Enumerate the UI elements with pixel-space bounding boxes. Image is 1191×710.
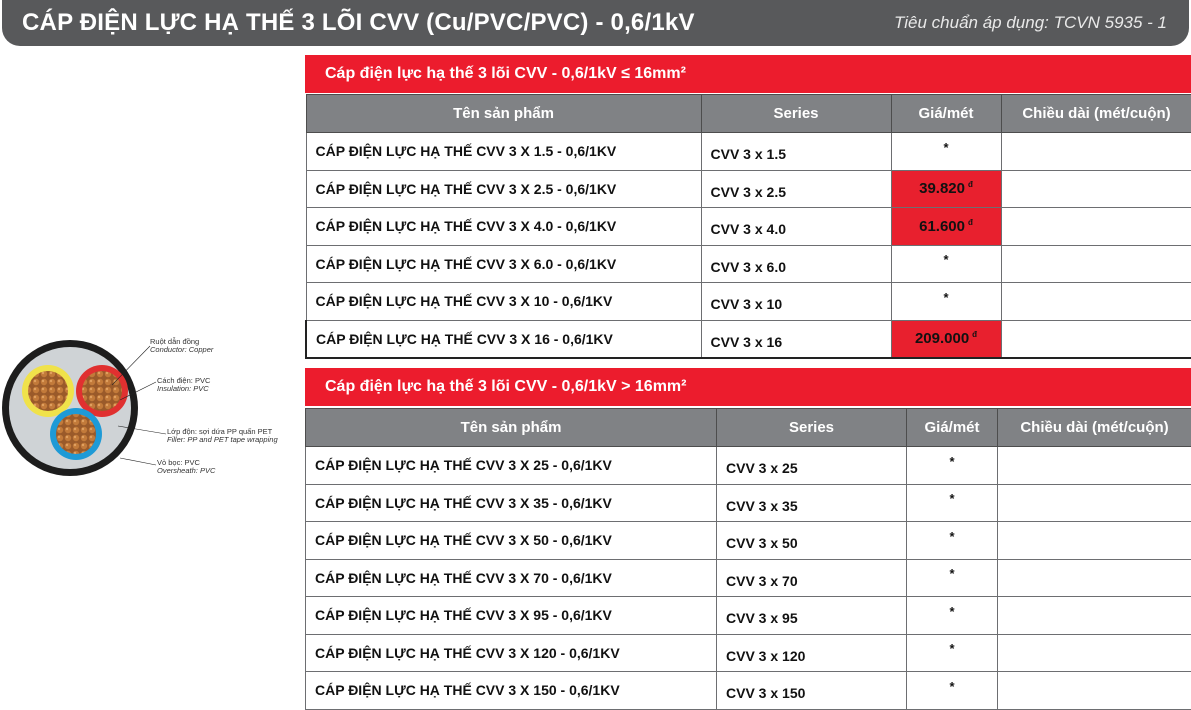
product-series: CVV 3 x 2.5 — [701, 170, 891, 208]
product-price-highlighted — [891, 170, 1001, 208]
product-length — [1001, 133, 1191, 171]
product-series: CVV 3 x 1.5 — [701, 133, 891, 171]
table-row — [306, 597, 1191, 635]
product-length — [1001, 283, 1191, 321]
product-price: * — [891, 245, 1001, 283]
currency-symbol: đ — [968, 217, 973, 227]
price-table-up-to-16mm2 — [305, 94, 1191, 359]
product-series: CVV 3 x 150 — [717, 672, 907, 710]
table-row — [306, 283, 1191, 321]
product-length — [998, 447, 1191, 485]
product-length — [1001, 320, 1191, 358]
product-price-highlighted — [891, 208, 1001, 246]
oversheath-label-vi: Vỏ bọc: PVC — [157, 458, 200, 467]
product-length — [1001, 208, 1191, 246]
conductor-label-vi: Ruột dẫn đồng — [150, 337, 200, 346]
product-series: CVV 3 x 4.0 — [701, 208, 891, 246]
section-2-title: Cáp điện lực hạ thế 3 lõi CVV - 0,6/1kV > 16mm² — [305, 368, 1191, 406]
product-name: CÁP ĐIỆN LỰC HẠ THẾ CVV 3 X 150 - 0,6/1KV — [306, 672, 717, 710]
product-length — [1001, 170, 1191, 208]
column-header-length: Chiều dài (mét/cuộn) — [1001, 95, 1191, 133]
product-price: * — [907, 634, 998, 672]
table-row — [306, 634, 1191, 672]
product-price-highlighted — [891, 320, 1001, 358]
filler-label-en: Filler: PP and PET tape wrapping — [167, 435, 278, 444]
conductor-label-en: Conductor: Copper — [150, 345, 214, 354]
product-series: CVV 3 x 25 — [717, 447, 907, 485]
table-row — [306, 245, 1191, 283]
product-name: CÁP ĐIỆN LỰC HẠ THẾ CVV 3 X 10 - 0,6/1KV — [306, 283, 701, 321]
product-name: CÁP ĐIỆN LỰC HẠ THẾ CVV 3 X 6.0 - 0,6/1KV — [306, 245, 701, 283]
table-row — [306, 484, 1191, 522]
column-header-series: Series — [717, 409, 907, 447]
product-price: * — [907, 672, 998, 710]
product-name: CÁP ĐIỆN LỰC HẠ THẾ CVV 3 X 70 - 0,6/1KV — [306, 559, 717, 597]
product-price: * — [891, 133, 1001, 171]
table-row — [306, 133, 1191, 171]
oversheath-label — [157, 459, 215, 475]
table-row — [306, 522, 1191, 560]
insulation-label-en: Insulation: PVC — [157, 384, 209, 393]
product-price: * — [907, 559, 998, 597]
table-header-row — [306, 409, 1191, 447]
cable-cross-section-diagram — [0, 330, 300, 490]
insulation-label-vi: Cách điện: PVC — [157, 376, 211, 385]
section-1-title: Cáp điện lực hạ thế 3 lõi CVV - 0,6/1kV ≤ 16mm² — [305, 55, 1191, 93]
table-row — [306, 559, 1191, 597]
product-price: * — [907, 484, 998, 522]
price-value: 209.000 — [914, 330, 970, 347]
product-length — [998, 634, 1191, 672]
product-series: CVV 3 x 95 — [717, 597, 907, 635]
product-length — [1001, 245, 1191, 283]
product-name: CÁP ĐIỆN LỰC HẠ THẾ CVV 3 X 4.0 - 0,6/1KV — [306, 208, 701, 246]
cable-cross-section-image — [0, 330, 300, 490]
product-series: CVV 3 x 120 — [717, 634, 907, 672]
product-name: CÁP ĐIỆN LỰC HẠ THẾ CVV 3 X 25 - 0,6/1KV — [306, 447, 717, 485]
page-header — [2, 0, 1189, 46]
price-table-over-16mm2 — [305, 408, 1191, 710]
insulation-label — [157, 377, 210, 393]
table-header-row — [306, 95, 1191, 133]
product-series: CVV 3 x 10 — [701, 283, 891, 321]
product-length — [998, 597, 1191, 635]
currency-symbol: đ — [968, 180, 973, 190]
filler-label — [167, 428, 278, 444]
filler-label-vi: Lớp độn: sợi dứa PP quấn PET — [167, 427, 273, 436]
product-series: CVV 3 x 50 — [717, 522, 907, 560]
price-value: 39.820 — [919, 180, 965, 198]
column-header-product-name: Tên sản phẩm — [306, 95, 701, 133]
table-row — [306, 208, 1191, 246]
table-row — [306, 170, 1191, 208]
table-row — [306, 447, 1191, 485]
column-header-price: Giá/mét — [891, 95, 1001, 133]
product-price: * — [907, 597, 998, 635]
oversheath-label-en: Oversheath: PVC — [157, 466, 216, 475]
product-name: CÁP ĐIỆN LỰC HẠ THẾ CVV 3 X 120 - 0,6/1KV — [306, 634, 717, 672]
table-row — [306, 320, 1191, 358]
product-name: CÁP ĐIỆN LỰC HẠ THẾ CVV 3 X 2.5 - 0,6/1KV — [306, 170, 701, 208]
product-length — [998, 522, 1191, 560]
product-name: CÁP ĐIỆN LỰC HẠ THẾ CVV 3 X 95 - 0,6/1KV — [306, 597, 717, 635]
product-name: CÁP ĐIỆN LỰC HẠ THẾ CVV 3 X 1.5 - 0,6/1KV — [306, 133, 701, 171]
product-price: * — [891, 283, 1001, 321]
product-name: CÁP ĐIỆN LỰC HẠ THẾ CVV 3 X 35 - 0,6/1KV — [306, 484, 717, 522]
product-length — [998, 484, 1191, 522]
product-length — [998, 672, 1191, 710]
product-price: * — [907, 522, 998, 560]
product-series: CVV 3 x 6.0 — [701, 245, 891, 283]
product-length — [998, 559, 1191, 597]
conductor-label — [150, 338, 213, 354]
applied-standard: Tiêu chuẩn áp dụng: TCVN 5935 - 1 — [894, 13, 1167, 32]
product-name: CÁP ĐIỆN LỰC HẠ THẾ CVV 3 X 50 - 0,6/1KV — [306, 522, 717, 560]
product-series: CVV 3 x 16 — [701, 320, 891, 358]
page-title: CÁP ĐIỆN LỰC HẠ THẾ 3 LÕI CVV (Cu/PVC/PVC) - 0,6/1kV — [22, 9, 695, 36]
product-series: CVV 3 x 70 — [717, 559, 907, 597]
product-price: * — [907, 447, 998, 485]
price-value: 61.600 — [919, 217, 965, 235]
column-header-product-name: Tên sản phẩm — [306, 409, 717, 447]
currency-symbol: đ — [972, 330, 978, 339]
column-header-series: Series — [701, 95, 891, 133]
product-series: CVV 3 x 35 — [717, 484, 907, 522]
column-header-price: Giá/mét — [907, 409, 998, 447]
column-header-length: Chiều dài (mét/cuộn) — [998, 409, 1191, 447]
product-name: CÁP ĐIỆN LỰC HẠ THẾ CVV 3 X 16 - 0,6/1KV — [306, 320, 701, 358]
table-row — [306, 672, 1191, 710]
